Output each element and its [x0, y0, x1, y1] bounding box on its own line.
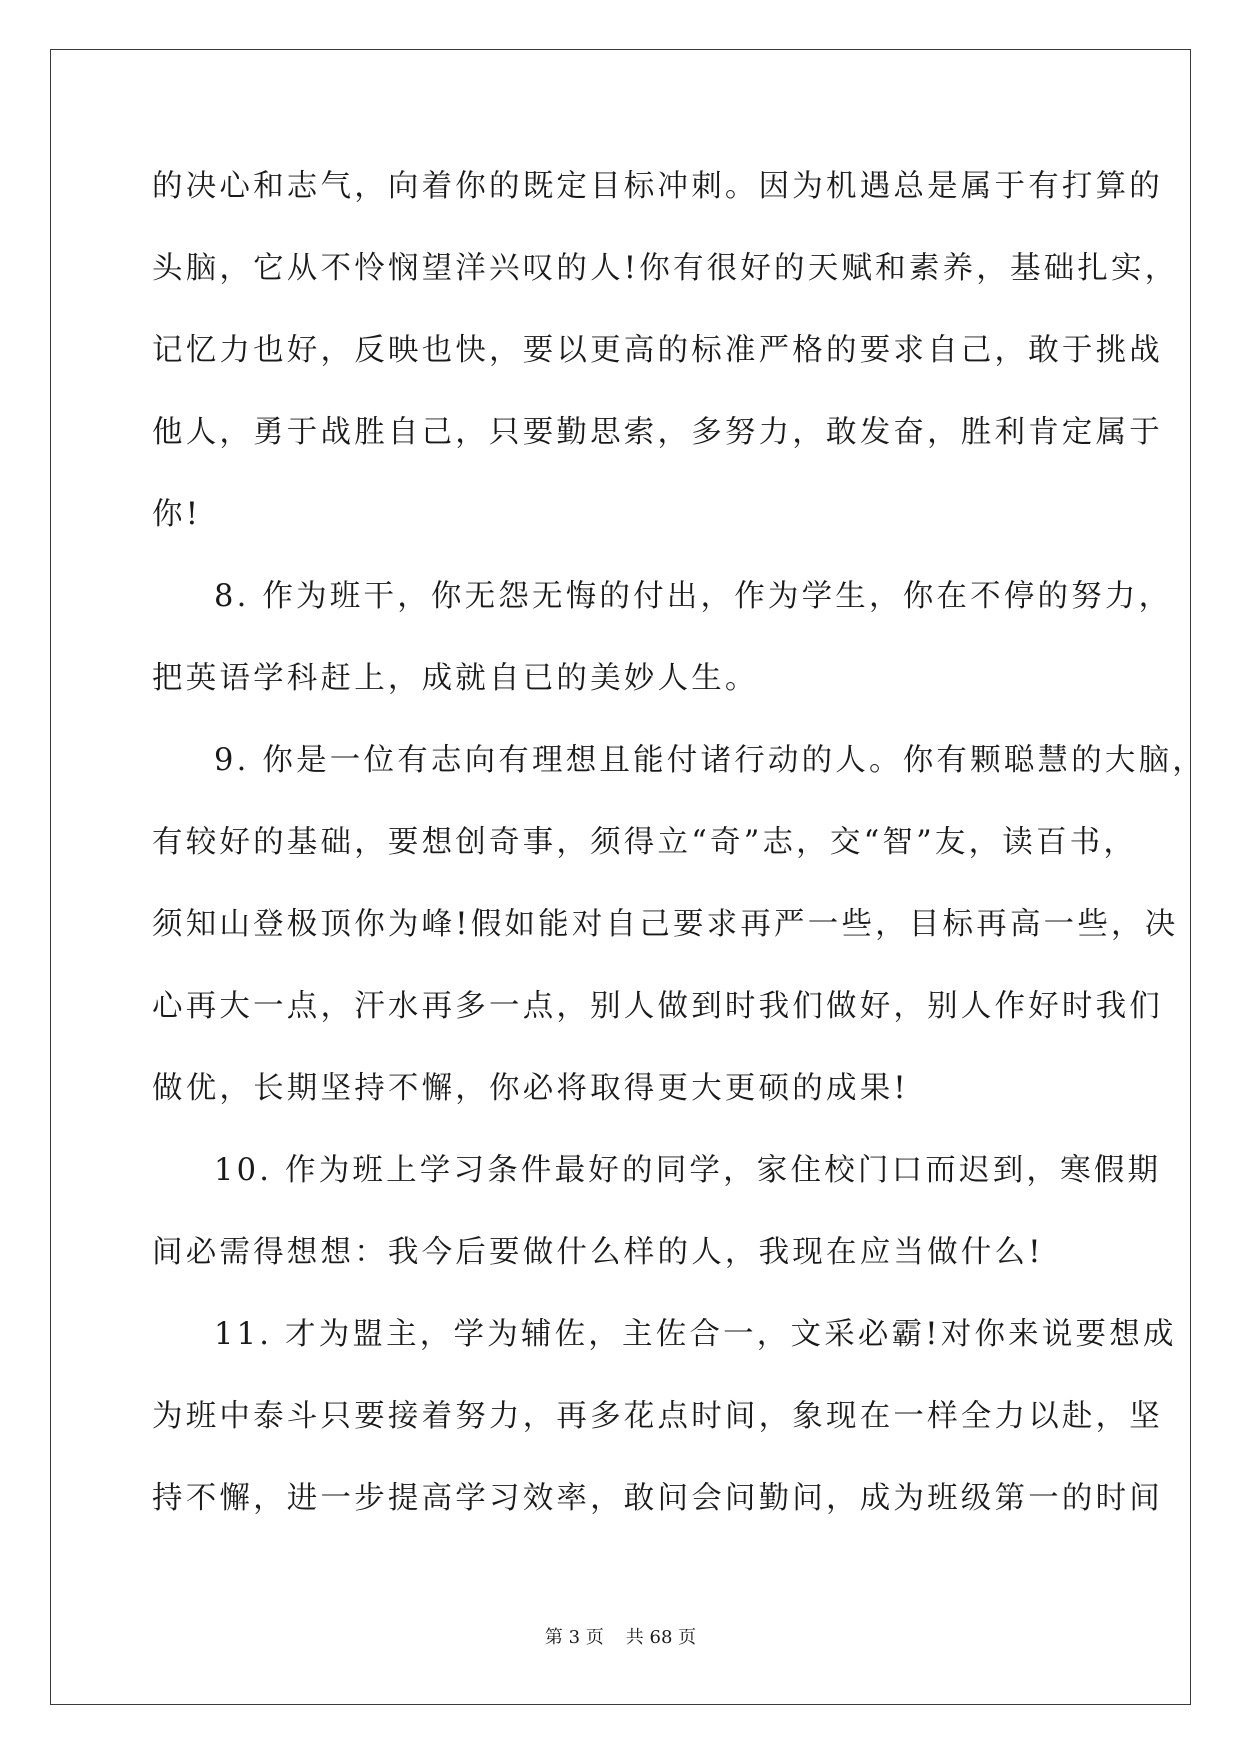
body-line: 把英语学科赶上，成就自已的美妙人生。	[152, 661, 759, 696]
body-line: 8. 作为班干，你无怨无悔的付出，作为学生，你在不停的努力，	[214, 579, 1173, 614]
page-number-current: 第 3 页	[544, 1627, 604, 1648]
body-line: 持不懈，进一步提高学习效率，敢问会问勤问，成为班级第一的时间	[152, 1481, 1163, 1516]
body-line: 记忆力也好，反映也快，要以更高的标准严格的要求自己，敢于挑战	[152, 333, 1163, 368]
body-line: 间必需得想想：我今后要做什么样的人，我现在应当做什么!	[152, 1235, 1044, 1270]
body-line: 11. 才为盟主，学为辅佐，主佐合一，文采必霸!对你来说要想成	[214, 1317, 1177, 1352]
body-line: 为班中泰斗只要接着努力，再多花点时间，象现在一样全力以赴，坚	[152, 1399, 1163, 1434]
page-footer	[0, 1626, 1241, 1650]
body-line: 10. 作为班上学习条件最好的同学，家住校门口而迟到，寒假期	[214, 1153, 1162, 1188]
body-line: 心再大一点，汗水再多一点，别人做到时我们做好，别人作好时我们	[152, 989, 1163, 1024]
body-line: 头脑，它从不怜悯望洋兴叹的人!你有很好的天赋和素养，基础扎实，	[152, 251, 1179, 286]
page-number-total: 共 68 页	[625, 1627, 697, 1648]
body-line: 你!	[152, 497, 202, 532]
body-line: 有较好的基础，要想创奇事，须得立“奇”志，交“智”友，读百书，	[152, 825, 1138, 860]
page-border	[50, 49, 1206, 1705]
body-line: 的决心和志气，向着你的既定目标冲刺。因为机遇总是属于有打算的	[152, 169, 1163, 204]
body-line: 做优，长期坚持不懈，你必将取得更大更硕的成果!	[152, 1071, 909, 1106]
body-line: 须知山登极顶你为峰!假如能对自己要求再严一些，目标再高一些，决	[152, 907, 1179, 942]
body-line: 9. 你是一位有志向有理想且能付诸行动的人。你有颗聪慧的大脑，	[214, 743, 1206, 778]
body-line: 他人，勇于战胜自己，只要勤思索，多努力，敢发奋，胜利肯定属于	[152, 415, 1163, 450]
